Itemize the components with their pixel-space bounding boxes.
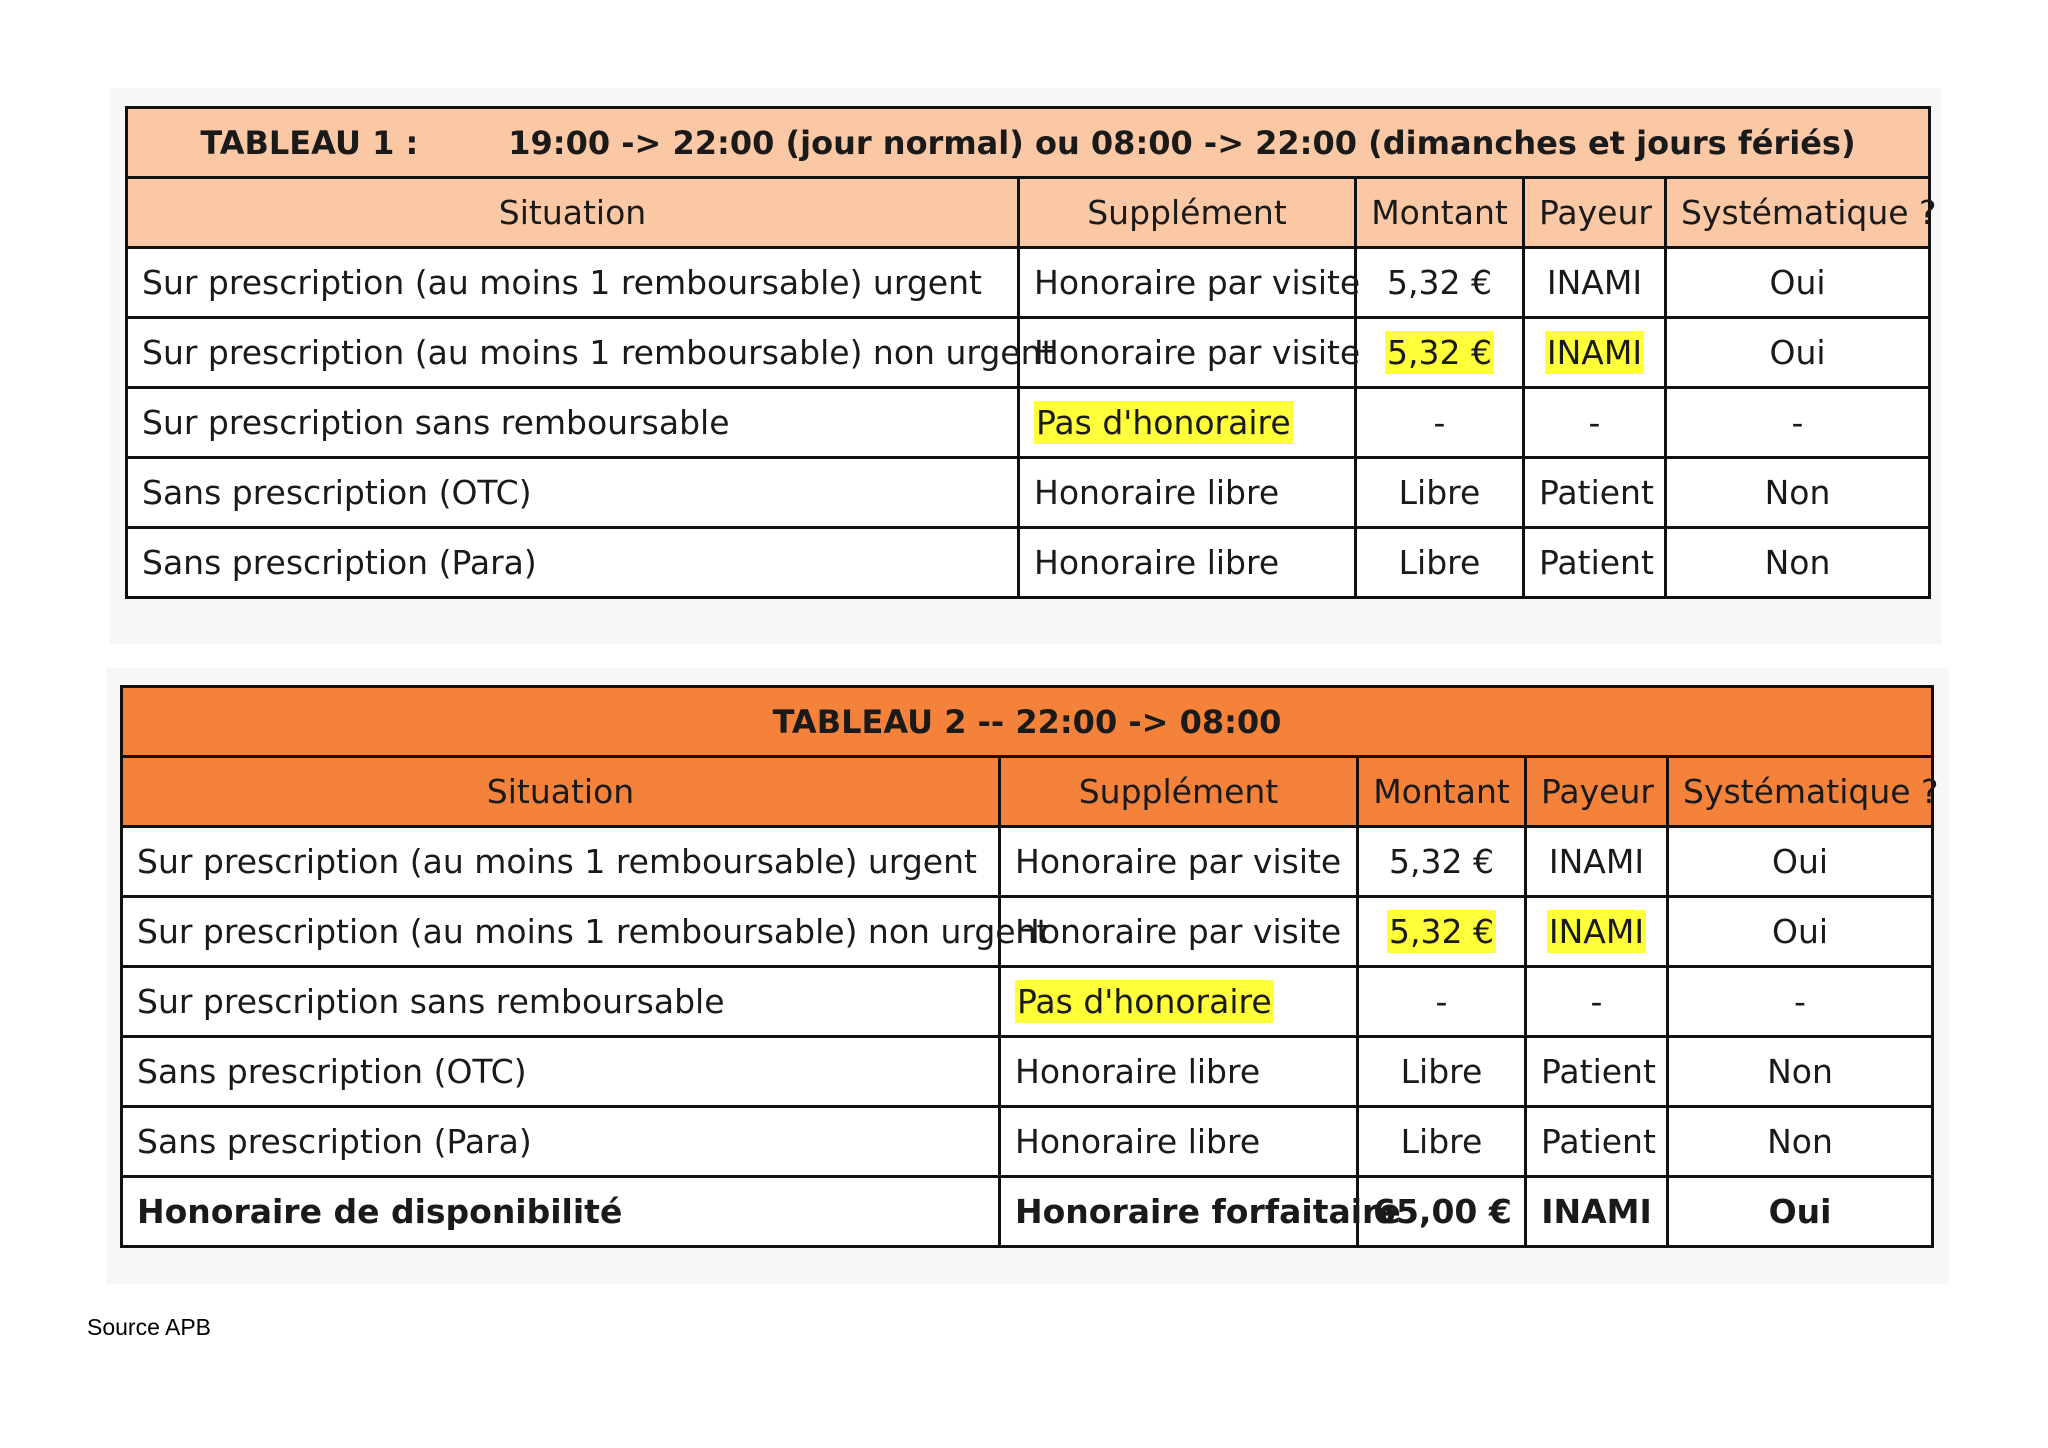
- cell-systematique: Non: [1666, 458, 1930, 528]
- cell-situation: Honoraire de disponibilité: [122, 1177, 1000, 1247]
- table-1-title-text: 19:00 -> 22:00 (jour normal) ou 08:00 -> 22:00 (dimanches et jours fériés): [508, 123, 1856, 162]
- cell-supplement: Honoraire forfaitaire: [1000, 1177, 1358, 1247]
- cell-payeur: INAMI: [1526, 827, 1668, 897]
- cell-payeur: Patient: [1524, 458, 1666, 528]
- column-header-systematique: Systématique ?: [1668, 757, 1933, 827]
- cell-systematique: Oui: [1668, 827, 1933, 897]
- table-1: [125, 106, 1937, 599]
- cell-supplement: [1000, 967, 1358, 1037]
- cell-systematique: Oui: [1666, 318, 1930, 388]
- cell-supplement: Honoraire libre: [1019, 458, 1356, 528]
- cell-situation: Sur prescription (au moins 1 remboursable) urgent: [122, 827, 1000, 897]
- cell-supplement: Honoraire par visite: [1019, 318, 1356, 388]
- column-header-montant: Montant: [1358, 757, 1526, 827]
- cell-montant: -: [1358, 967, 1526, 1037]
- table-row: [122, 1037, 1933, 1107]
- cell-situation: Sur prescription sans remboursable: [122, 967, 1000, 1037]
- cell-situation: Sur prescription (au moins 1 remboursable) non urgent: [122, 897, 1000, 967]
- cell-systematique: Non: [1668, 1037, 1933, 1107]
- cell-montant: Libre: [1358, 1037, 1526, 1107]
- cell-situation: Sans prescription (OTC): [127, 458, 1019, 528]
- cell-payeur: Patient: [1524, 528, 1666, 598]
- cell-montant: [1358, 897, 1526, 967]
- table-2: [120, 685, 1939, 1248]
- table-row: [122, 1107, 1933, 1177]
- column-header-situation: Situation: [127, 178, 1019, 248]
- cell-payeur: Patient: [1526, 1107, 1668, 1177]
- table-2-title: TABLEAU 2 -- 22:00 -> 08:00: [122, 687, 1933, 757]
- cell-montant: -: [1356, 388, 1524, 458]
- cell-supplement: Honoraire par visite: [1019, 248, 1356, 318]
- highlighted-payer: INAMI: [1548, 912, 1645, 951]
- table-row: [122, 827, 1933, 897]
- column-header-montant: Montant: [1356, 178, 1524, 248]
- table-row: [122, 897, 1933, 967]
- cell-payeur: [1526, 897, 1668, 967]
- cell-payeur: [1524, 318, 1666, 388]
- cell-systematique: Non: [1668, 1107, 1933, 1177]
- highlighted-amount: 5,32 €: [1387, 333, 1492, 372]
- cell-supplement: [1019, 388, 1356, 458]
- cell-montant: [1356, 318, 1524, 388]
- table-1-header-row: [127, 178, 1930, 248]
- cell-systematique: Oui: [1666, 248, 1930, 318]
- cell-situation: Sur prescription (au moins 1 remboursable) non urgent: [127, 318, 1019, 388]
- cell-payeur: INAMI: [1524, 248, 1666, 318]
- highlighted-supplement: Pas d'honoraire: [1017, 982, 1272, 1021]
- table-row: [122, 967, 1933, 1037]
- cell-supplement: Honoraire libre: [1019, 528, 1356, 598]
- cell-systematique: Non: [1666, 528, 1930, 598]
- cell-montant: 65,00 €: [1358, 1177, 1526, 1247]
- table-row: [127, 458, 1930, 528]
- table-row: [127, 248, 1930, 318]
- column-header-supplement: Supplément: [1019, 178, 1356, 248]
- cell-supplement: Honoraire libre: [1000, 1107, 1358, 1177]
- table-2-header-row: [122, 757, 1933, 827]
- table-1-title: [127, 108, 1930, 178]
- cell-payeur: -: [1526, 967, 1668, 1037]
- cell-situation: Sur prescription sans remboursable: [127, 388, 1019, 458]
- highlighted-payer: INAMI: [1546, 333, 1643, 372]
- highlighted-supplement: Pas d'honoraire: [1036, 403, 1291, 442]
- cell-systematique: -: [1668, 967, 1933, 1037]
- cell-situation: Sans prescription (Para): [127, 528, 1019, 598]
- cell-supplement: Honoraire par visite: [1000, 897, 1358, 967]
- cell-systematique: Oui: [1668, 1177, 1933, 1247]
- cell-supplement: Honoraire par visite: [1000, 827, 1358, 897]
- cell-situation: Sans prescription (Para): [122, 1107, 1000, 1177]
- cell-montant: Libre: [1358, 1107, 1526, 1177]
- column-header-payeur: Payeur: [1526, 757, 1668, 827]
- cell-montant: 5,32 €: [1356, 248, 1524, 318]
- cell-montant: Libre: [1356, 458, 1524, 528]
- column-header-situation: Situation: [122, 757, 1000, 827]
- table-row: [127, 388, 1930, 458]
- cell-situation: Sur prescription (au moins 1 remboursable) urgent: [127, 248, 1019, 318]
- column-header-payeur: Payeur: [1524, 178, 1666, 248]
- highlighted-amount: 5,32 €: [1389, 912, 1494, 951]
- table-1-title-label: TABLEAU 1 :: [200, 123, 419, 162]
- cell-montant: Libre: [1356, 528, 1524, 598]
- cell-montant: 5,32 €: [1358, 827, 1526, 897]
- table-row: [127, 318, 1930, 388]
- cell-supplement: Honoraire libre: [1000, 1037, 1358, 1107]
- column-header-systematique: Systématique ?: [1666, 178, 1930, 248]
- table-1-title-row: [127, 108, 1930, 178]
- cell-payeur: Patient: [1526, 1037, 1668, 1107]
- source-caption: Source APB: [87, 1314, 212, 1340]
- table-row-availability-fee: [122, 1177, 1933, 1247]
- cell-systematique: -: [1666, 388, 1930, 458]
- cell-payeur: INAMI: [1526, 1177, 1668, 1247]
- cell-situation: Sans prescription (OTC): [122, 1037, 1000, 1107]
- table-row: [127, 528, 1930, 598]
- cell-payeur: -: [1524, 388, 1666, 458]
- table-2-title-row: [122, 687, 1933, 757]
- cell-systematique: Oui: [1668, 897, 1933, 967]
- column-header-supplement: Supplément: [1000, 757, 1358, 827]
